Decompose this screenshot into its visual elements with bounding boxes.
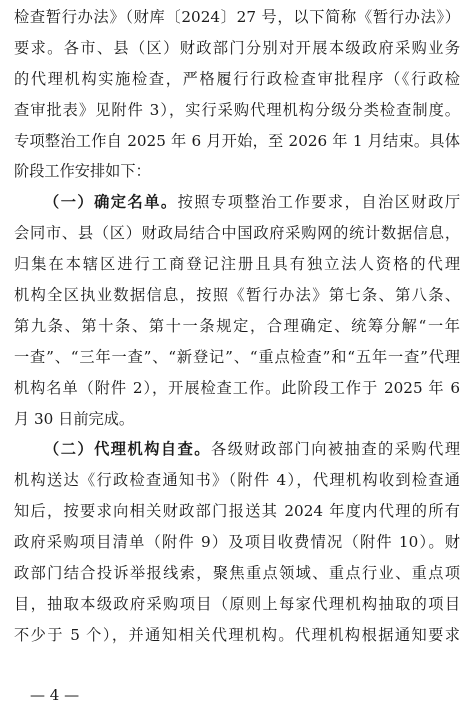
section-heading: （二）代理机构自查。: [44, 440, 212, 459]
text-line: 政部门结合投诉举报线索，聚焦重点领域、重点行业、重点项: [14, 564, 460, 583]
text-line: 不少于 5 个），并通知相关代理机构。代理机构根据通知要求: [14, 625, 460, 644]
text-line: 的代理机构实施检查，严格履行行政检查审批程序（《行政检: [14, 69, 460, 88]
text-line: 会同市、县（区）财政局结合中国政府采购网的统计数据信息，: [14, 224, 460, 243]
text-line: 归集在本辖区进行工商登记注册且具有独立法人资格的代理: [14, 255, 460, 274]
text-line: 政府采购项目清单（附件 9）及项目收费情况（附件 10）。财: [14, 533, 460, 552]
text-line: 目，抽取本级政府采购项目（原则上每家代理机构抽取的项目: [14, 594, 460, 613]
section-first-line: [14, 187, 460, 218]
text-line: 第九条、第十条、第十一条规定，合理确定、统筹分解“一年: [14, 316, 460, 335]
text-line: 查审批表》见附件 3），实行采购代理机构分级分类检查制度。: [14, 100, 460, 119]
text-line: 知后，按要求向相关财政部门报送其 2024 年度内代理的所有: [14, 502, 460, 521]
text-line: 阶段工作安排如下：: [14, 162, 151, 181]
text-line: 检查暂行办法》（财库〔2024〕27 号，以下简称《暂行办法》）: [14, 8, 460, 26]
section-self-inspection: [14, 434, 460, 650]
section-heading: （一）确定名单。: [44, 193, 178, 212]
text-line: 一查”、“三年一查”、“新登记”、“重点检查”和“五年一查”代理: [14, 347, 460, 366]
text-line: 月 30 日前完成。: [14, 409, 135, 428]
text-line: 要求。各市、县（区）财政部门分别对开展本级政府采购业务: [14, 38, 460, 57]
text-line: 专项整治工作自 2025 年 6 月开始，至 2026 年 1 月结束。具体: [14, 131, 460, 150]
text-line: 机构全区执业数据信息，按照《暂行办法》第七条、第八条、: [14, 286, 460, 305]
section-text: 按照专项整治工作要求，自治区财政厅: [177, 193, 460, 212]
intro-paragraph: [14, 2, 460, 187]
text-line: 机构名单（附件 2），开展检查工作。此阶段工作于 2025 年 6: [14, 378, 460, 397]
section-text: 各级财政部门向被抽查的采购代理: [211, 440, 460, 459]
section-first-line: [14, 434, 460, 465]
section-confirm-list: [14, 187, 460, 434]
text-line: 机构送达《行政检查通知书》（附件 4），代理机构收到检查通: [14, 471, 460, 490]
document-page: [14, 2, 460, 651]
page-number: — 4 —: [30, 686, 80, 704]
